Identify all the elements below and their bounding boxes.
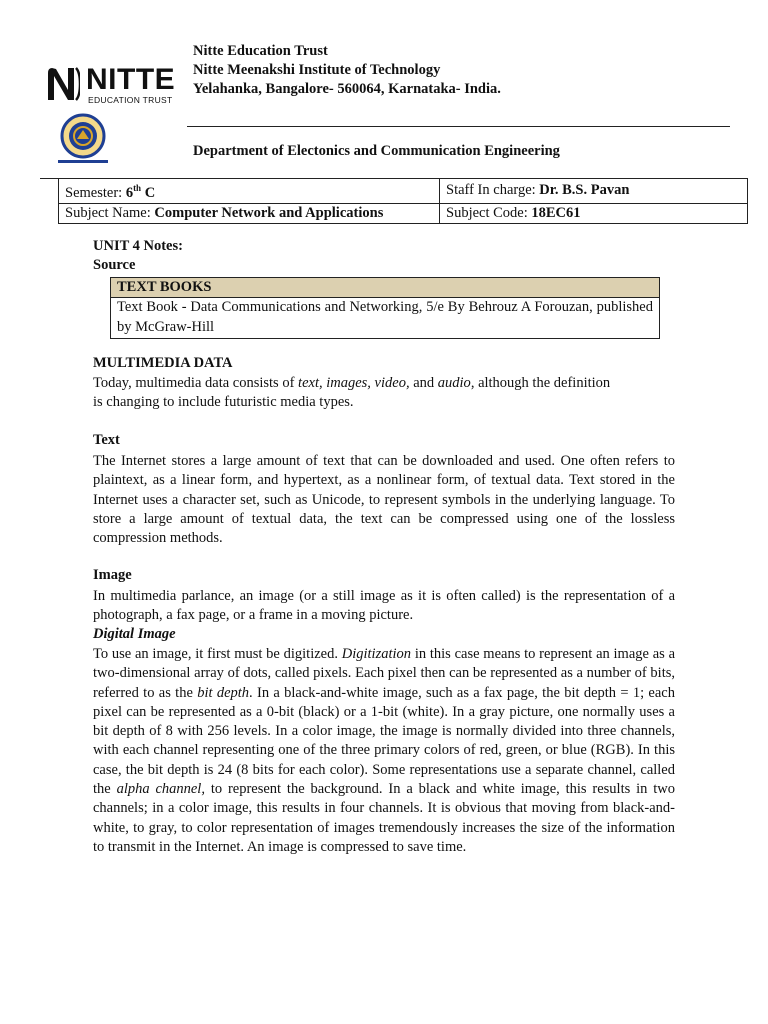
course-info-table bbox=[58, 178, 748, 224]
code-label: Subject Code: bbox=[446, 204, 532, 221]
textbooks-heading: TEXT BOOKS bbox=[111, 278, 659, 298]
header-trust-name: Nitte Education Trust bbox=[193, 43, 328, 59]
multimedia-heading: MULTIMEDIA DATA bbox=[93, 355, 233, 371]
nitte-logo bbox=[46, 62, 176, 108]
image-heading: Image bbox=[93, 567, 132, 583]
textbook-entry: Text Book - Data Communications and Networking, 5/e By Behrouz A Forouzan, published by McGraw-Hill bbox=[117, 299, 653, 335]
header-institute-name: Nitte Meenakshi Institute of Technology bbox=[193, 62, 441, 78]
nitte-logo-subtitle: EDUCATION TRUST bbox=[88, 95, 173, 105]
text-heading: Text bbox=[93, 432, 120, 448]
header-divider bbox=[187, 126, 730, 127]
header-address: Yelahanka, Bangalore- 560064, Karnataka- India. bbox=[193, 81, 501, 97]
subject-label: Subject Name: bbox=[65, 204, 155, 221]
nitte-n-mark-icon bbox=[46, 64, 80, 104]
textbooks-box bbox=[110, 277, 660, 339]
staff-label: Staff In charge: bbox=[446, 182, 540, 199]
digital-image-heading: Digital Image bbox=[93, 626, 176, 642]
institute-seal-icon bbox=[52, 112, 114, 168]
digital-image-paragraph: To use an image, it first must be digitized. Digitization in this case means to represent an image as a two-dimensional array of dots, called pixels. Each pixel then can be represented as a number of bits, referred to as the bit depth. In a black-and-white image, such as a fax page, the bit depth = 1; each pixel can be represented as a 0-bit (black) or a 1-bit (white). In a gray picture, one normally uses a bit depth of 8 with 256 levels. In a color image, the image is normally divided into three channels, with each channel representing one of the three primary colors of red, green, or blue (RGB). In this case, the bit depth is 24 (8 bits for each color). Some representations use a separate channel, called the alpha channel, to represent the background. In a black and white image, this results in two channels; in a color image, this results in four channels. It is obvious that moving from black-and-white, to gray, to color representation of images tremendously increases the size of the information to transmit in the Internet. An image is compressed to save time. bbox=[93, 646, 676, 855]
staff-cell bbox=[440, 179, 748, 204]
unit-title: UNIT 4 Notes: bbox=[93, 238, 183, 254]
table-row bbox=[59, 203, 748, 223]
department-name: Department of Electonics and Communication Engineering bbox=[193, 143, 560, 159]
code-value: 18EC61 bbox=[531, 204, 581, 221]
table-row bbox=[59, 179, 748, 204]
text-paragraph: The Internet stores a large amount of text that can be downloaded and used. One often refers to plaintext, as a linear form, and hypertext, as a nonlinear form, of textual data. Text stored in the Internet uses a character set, such as Unicode, to represent symbols in the underlying language. To store a large amount of textual data, the text can be compressed using one of the lossless compression methods. bbox=[93, 453, 675, 547]
semester-value: 6th C bbox=[125, 183, 156, 201]
staff-value: Dr. B.S. Pavan bbox=[539, 182, 630, 199]
multimedia-intro: Today, multimedia data consists of text, images, video, and audio, although the definition is changing to include futuristic media types. bbox=[93, 375, 611, 411]
subject-code-cell bbox=[440, 203, 748, 223]
image-paragraph: In multimedia parlance, an image (or a still image as it is often called) is the representation of a photograph, a fax page, or a frame in a moving picture. bbox=[93, 588, 675, 624]
subject-name-cell bbox=[59, 203, 440, 223]
subject-value: Computer Network and Applications bbox=[154, 204, 384, 221]
nitte-logo-word: NITTE bbox=[86, 63, 176, 96]
institute-seal bbox=[52, 112, 114, 168]
source-title: Source bbox=[93, 257, 136, 273]
semester-label: Semester: bbox=[65, 184, 126, 201]
semester-cell bbox=[59, 179, 440, 204]
